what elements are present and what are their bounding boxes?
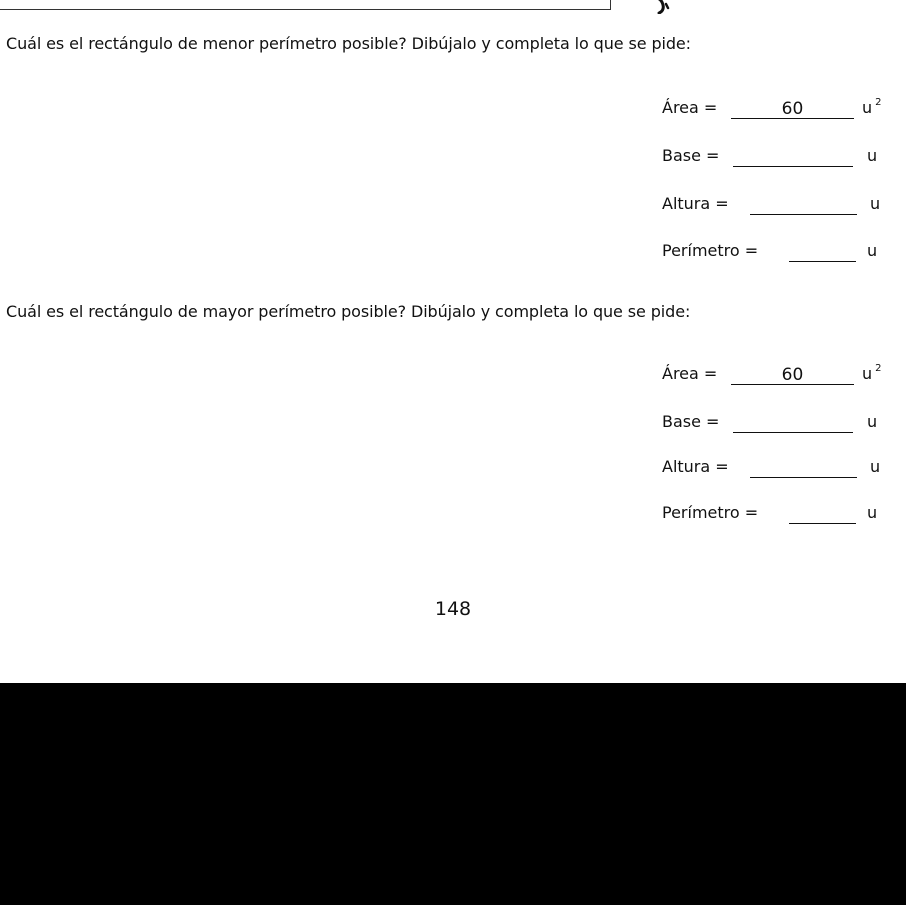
q2-altura-label: Altura = [662, 457, 729, 476]
q1-perimetro-label: Perímetro = [662, 241, 759, 260]
q2-perimetro-unit: u [867, 503, 878, 522]
question-2-text: Cuál es el rectángulo de mayor perímetro posible? Dibújalo y completa lo que se pide: [6, 302, 691, 321]
q2-base-field [662, 412, 902, 436]
q1-base-input[interactable] [733, 148, 853, 167]
q2-perimetro-field [662, 503, 902, 527]
q2-altura-field [662, 457, 902, 481]
handwritten-mark-icon [651, 0, 673, 14]
question-1-text: Cuál es el rectángulo de menor perímetro posible? Dibújalo y completa lo que se pide: [6, 34, 691, 53]
q2-altura-unit: u [870, 457, 881, 476]
page-number: 148 [434, 598, 472, 620]
q2-base-label: Base = [662, 412, 720, 431]
q2-base-unit: u [867, 412, 878, 431]
q1-perimetro-field [662, 241, 902, 265]
q1-area-label: Área = [662, 98, 718, 117]
q1-area-unit: u $^2$ [862, 96, 882, 117]
q2-area-field [662, 364, 902, 388]
q2-altura-input[interactable] [750, 459, 857, 478]
q1-base-field [662, 146, 902, 170]
q1-altura-input[interactable] [750, 196, 857, 215]
q2-area-unit: u $^2$ [862, 362, 882, 383]
q1-altura-label: Altura = [662, 194, 729, 213]
q1-area-field [662, 98, 902, 122]
q1-base-label: Base = [662, 146, 720, 165]
q2-base-input[interactable] [733, 414, 853, 433]
q2-area-value[interactable]: 60 [731, 366, 854, 385]
q1-altura-field [662, 194, 902, 218]
q1-perimetro-unit: u [867, 241, 878, 260]
q2-area-label: Área = [662, 364, 718, 383]
q1-altura-unit: u [870, 194, 881, 213]
q2-perimetro-input[interactable] [789, 505, 856, 524]
q2-perimetro-label: Perímetro = [662, 503, 759, 522]
previous-answer-box [0, 0, 611, 10]
q1-area-value[interactable]: 60 [731, 100, 854, 119]
q1-perimetro-input[interactable] [789, 243, 856, 262]
q1-base-unit: u [867, 146, 878, 165]
